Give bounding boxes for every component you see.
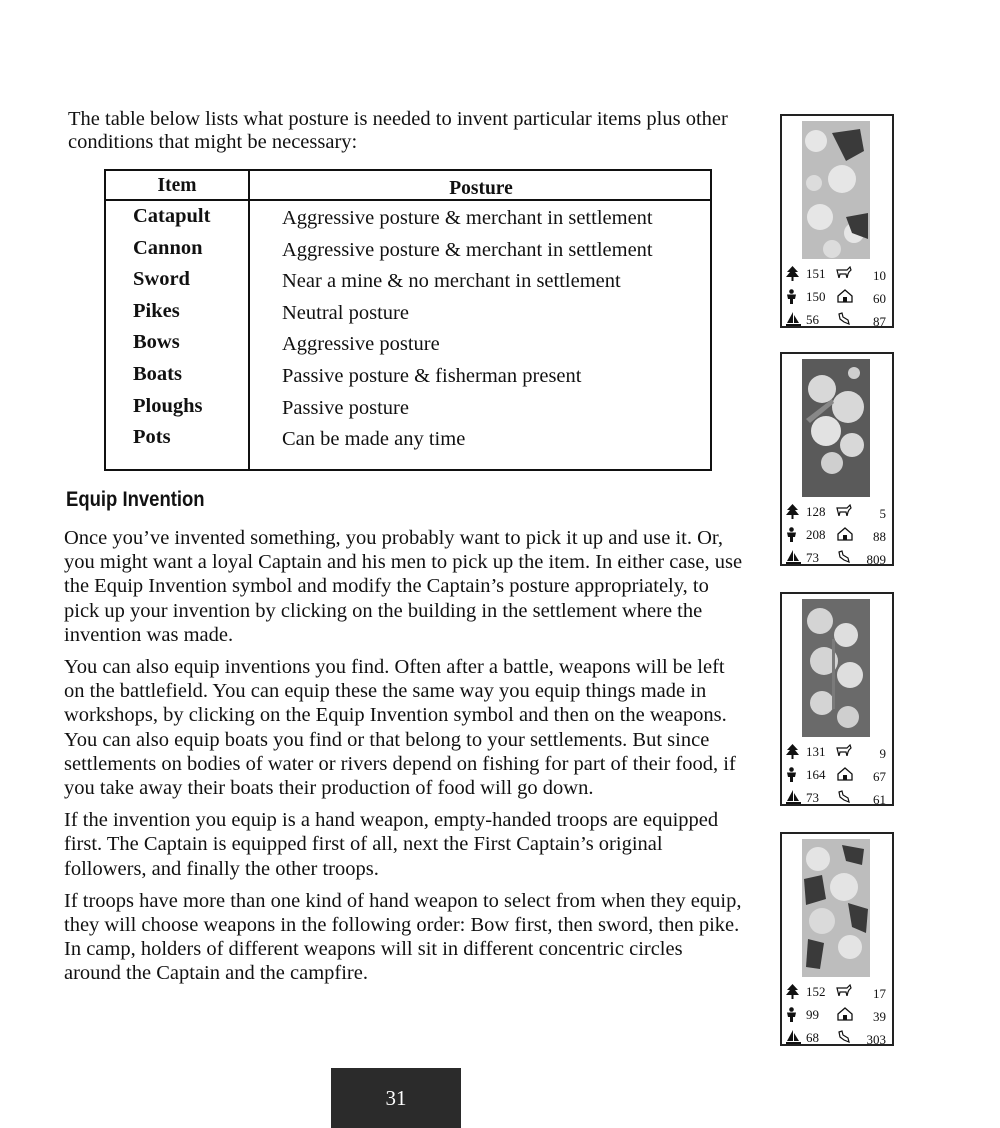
item-cell: Sword — [133, 268, 190, 291]
map-thumbnail — [802, 839, 870, 977]
stat-value: 73 — [806, 550, 819, 565]
stats-row — [786, 547, 888, 570]
stat-value: 67 — [873, 769, 886, 784]
house-icon — [836, 1007, 854, 1025]
bird-icon — [836, 1030, 851, 1047]
sailboat-icon — [786, 790, 801, 809]
stat-value: 128 — [806, 504, 826, 519]
table-row — [106, 205, 710, 237]
paragraph: Once you’ve invented something, you probably want to pick it up and use it. Or, you might want a loyal Captain and his men to pick up the item. In either case, use the Equip Invention symbol and modify the Captain’s posture appropriately, to pick up your invention by clicking on the building in the settlement where the invention was made. — [64, 527, 743, 646]
screenshot-panel — [780, 832, 894, 1046]
posture-table — [104, 169, 712, 471]
tree-icon — [786, 504, 799, 523]
screenshot-panel — [780, 352, 894, 566]
stat-value: 87 — [873, 314, 886, 329]
panel-stats — [786, 741, 888, 810]
stat-value: 39 — [873, 1009, 886, 1024]
person-icon — [786, 527, 797, 546]
panel-stats — [786, 501, 888, 570]
stat-value: 303 — [866, 1032, 886, 1047]
item-cell: Pots — [133, 426, 171, 449]
item-cell: Boats — [133, 362, 182, 385]
sailboat-icon — [786, 1030, 801, 1049]
table-header-posture: Posture — [449, 178, 513, 199]
posture-cell: Can be made any time — [282, 428, 466, 451]
table-body — [106, 205, 710, 458]
stat-value: 10 — [873, 268, 886, 283]
stat-value: 164 — [806, 767, 826, 782]
person-icon — [786, 767, 797, 786]
cow-icon — [836, 266, 852, 282]
posture-cell: Near a mine & no merchant in settlement — [282, 270, 621, 293]
bird-icon — [836, 550, 851, 567]
house-icon — [836, 527, 854, 545]
table-row — [106, 331, 710, 363]
stat-value: 88 — [873, 529, 886, 544]
paragraph: If the invention you equip is a hand weapon, empty-handed troops are equipped first. The Captain is equipped first of all, next the First Captain’s original followers, and finally the other troops. — [64, 809, 719, 880]
stat-value: 73 — [806, 790, 819, 805]
posture-cell: Neutral posture — [282, 301, 409, 324]
item-cell: Catapult — [133, 205, 211, 227]
stats-row — [786, 764, 888, 787]
item-cell: Bows — [133, 331, 180, 354]
tree-icon — [786, 266, 799, 285]
bird-icon — [836, 790, 851, 807]
table-row — [106, 300, 710, 332]
body-text — [64, 526, 744, 994]
bird-icon — [836, 312, 851, 329]
person-icon — [786, 1007, 797, 1026]
stat-value: 5 — [879, 506, 886, 521]
stat-value: 131 — [806, 744, 826, 759]
stat-value: 60 — [873, 291, 886, 306]
posture-cell: Passive posture & fisherman present — [282, 364, 582, 387]
map-thumbnail — [802, 121, 870, 259]
section-heading: Equip Invention — [66, 488, 205, 511]
stat-value: 152 — [806, 984, 826, 999]
stats-row — [786, 1027, 888, 1050]
stat-value: 99 — [806, 1007, 819, 1022]
table-row — [106, 237, 710, 269]
stat-value: 150 — [806, 289, 826, 304]
item-cell: Ploughs — [133, 394, 203, 417]
stat-value: 17 — [873, 986, 886, 1001]
table-row — [106, 426, 710, 458]
sailboat-icon — [786, 550, 801, 569]
cow-icon — [836, 504, 852, 520]
posture-cell: Passive posture — [282, 396, 409, 419]
intro-text: The table below lists what posture is needed to invent particular items plus other conditions that might be necessary: — [68, 108, 728, 153]
table-header-item: Item — [157, 175, 197, 196]
table-row — [106, 268, 710, 300]
stats-row — [786, 309, 888, 332]
screenshot-panel — [780, 114, 894, 328]
stats-row — [786, 501, 888, 524]
stat-value: 68 — [806, 1030, 819, 1045]
posture-cell: Aggressive posture — [282, 333, 440, 356]
page-number: 31 — [331, 1068, 461, 1128]
paragraph: You can also equip inventions you find. Often after a battle, weapons will be left on the battlefield. You can equip these the same way you equip things made in workshops, by clicking on the Equip Invention symbol and then on the weapons. You can also equip boats you find or that belong to your settlements. But since settlements on bodies of water or rivers depend on fishing for part of their food, if you take away their boats their production of food will go down. — [64, 656, 736, 800]
stat-value: 61 — [873, 792, 886, 807]
item-cell: Pikes — [133, 299, 180, 322]
cow-icon — [836, 984, 852, 1000]
cow-icon — [836, 744, 852, 760]
stats-row — [786, 263, 888, 286]
panel-stats — [786, 263, 888, 332]
stats-row — [786, 787, 888, 810]
table-row — [106, 363, 710, 395]
tree-icon — [786, 984, 799, 1003]
house-icon — [836, 767, 854, 785]
stats-row — [786, 981, 888, 1004]
stat-value: 9 — [879, 746, 886, 761]
panel-stats — [786, 981, 888, 1050]
sailboat-icon — [786, 312, 801, 331]
map-thumbnail — [802, 359, 870, 497]
item-cell: Cannon — [133, 236, 203, 259]
stats-row — [786, 1004, 888, 1027]
stats-row — [786, 286, 888, 309]
person-icon — [786, 289, 797, 308]
table-row — [106, 395, 710, 427]
screenshot-panel — [780, 592, 894, 806]
posture-cell: Aggressive posture & merchant in settlement — [282, 207, 653, 229]
map-thumbnail — [802, 599, 870, 737]
house-icon — [836, 289, 854, 307]
posture-cell: Aggressive posture & merchant in settlement — [282, 238, 653, 261]
stat-value: 809 — [866, 552, 886, 567]
tree-icon — [786, 744, 799, 763]
paragraph: If troops have more than one kind of hand weapon to select from when they equip, they will choose weapons in the following order: Bow first, then sword, then pike. In camp, holders of different weapons will sit in different concentric circles around the Captain and the campfire. — [64, 889, 742, 985]
stat-value: 151 — [806, 266, 826, 281]
stats-row — [786, 741, 888, 764]
stats-row — [786, 524, 888, 547]
stat-value: 208 — [806, 527, 826, 542]
stat-value: 56 — [806, 312, 819, 327]
